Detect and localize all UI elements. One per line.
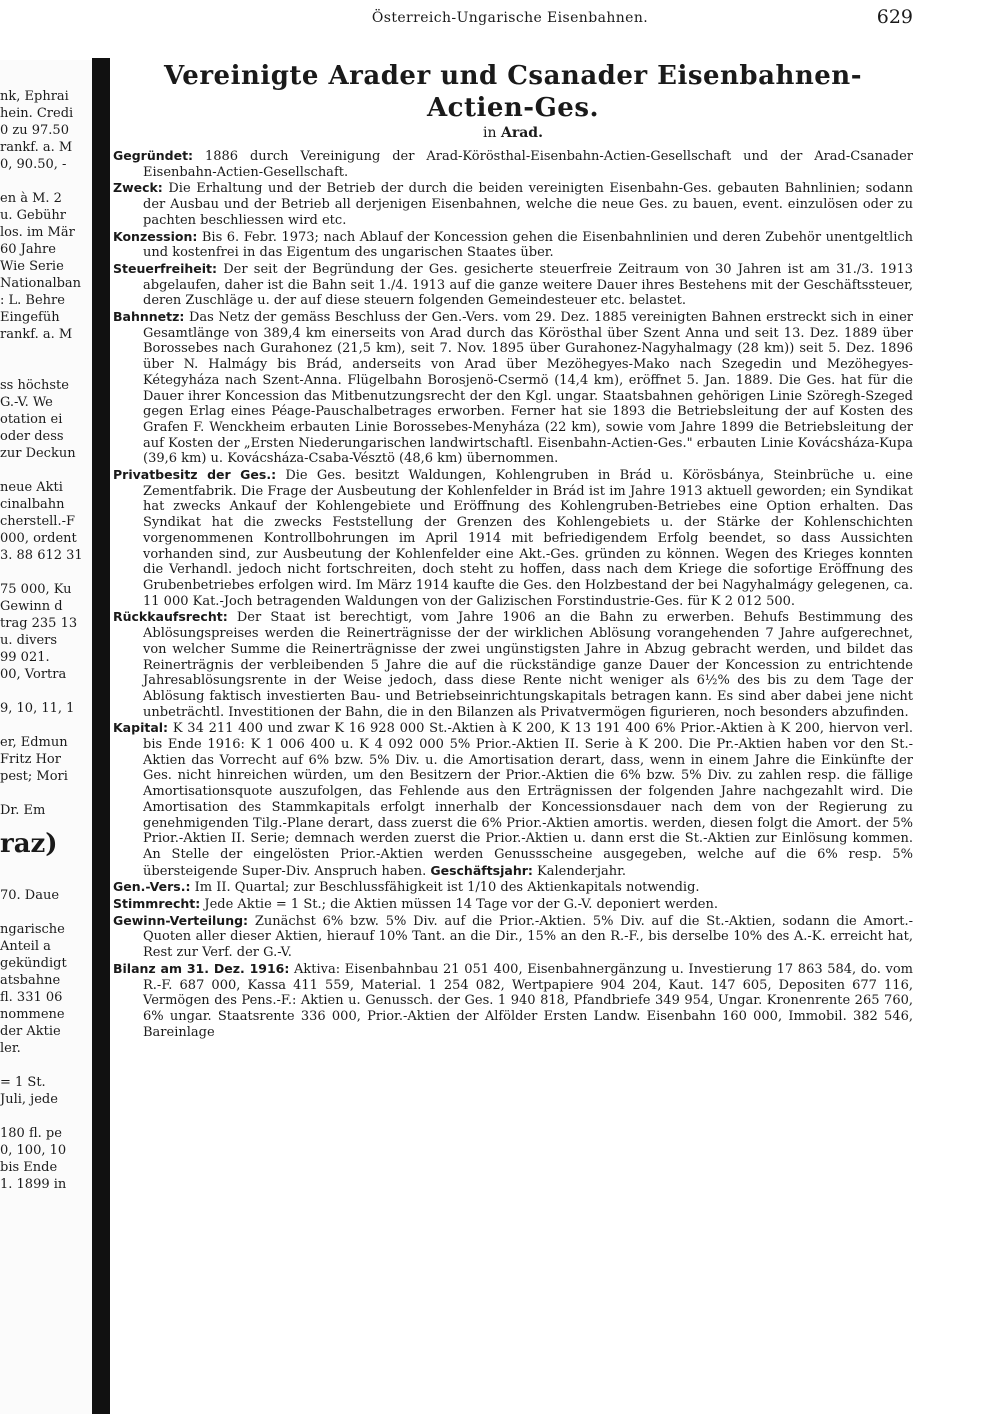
left-fragment-line: Nationalban [0,276,82,291]
section-key: Konzession: [113,228,198,244]
left-fragment-line: neue Akti [0,480,63,495]
section-text: Aktiva: Eisenbahnbau 21 051 400, Eisenbahnergänzung u. Investierung 17 863 584, do. vom R.-F. 687 000, Kassa 411 559, Material. 1 254 082, Wertpapiere 904 204, Kaut. 147 605, Depositen 677 116, Vermögen des Pens.-F.: Aktien u. Genussch. der Ges. 1 940 818, Pfandbriefe 349 954, Ungar. Kronenrente 265 760, 6% ungar. Staatsrente 336 000, Prior.-Aktien der Alfölder Ersten Landw. Eisenbahn 160 000, Immobil. 382 546, Bareinlage [143,961,913,1040]
left-fragment-line: trag 235 13 [0,616,78,631]
section-paragraph [113,309,913,467]
left-fragment-line: 1. 1899 in [0,1177,67,1192]
section-paragraph [113,720,913,879]
left-fragment-line: Gewinn d [0,599,63,614]
left-fragment-line: 9, 10, 11, 1 [0,701,75,716]
left-fragment-line: 60 Jahre [0,242,56,257]
left-fragment-line: oder dess [0,429,64,444]
section-key: Rückkaufsrecht: [113,609,228,625]
section-paragraph [113,961,913,1041]
left-fragment-line: rankf. a. M [0,327,73,342]
section-text: Jede Aktie = 1 St.; die Aktien müssen 14 Tage vor der G.-V. deponiert werden. [200,897,719,913]
section-key: Privatbesitz der Ges.: [113,467,277,483]
left-fragment-line: der Aktie [0,1024,61,1039]
section-text: Die Erhaltung und der Betrieb der durch die beiden vereinigten Eisenbahn-Ges. gebauten Bahnlinien; sodann der Ausbau und der Betrieb all derjenigen Eisenbahnen, welche die neue Ges. zu bauen, event. einzulösen oder zu pachten beschliessen wird etc. [143,181,913,228]
section-paragraph [113,148,913,180]
section-text: 1886 durch Vereinigung der Arad-Körösthal-Eisenbahn-Actien-Gesellschaft und der Arad-Csanader Eisenbahn-Actien-Gesellschaft. [143,149,913,180]
left-fragment-line: Wie Serie [0,259,64,274]
left-fragment-line: u. divers [0,633,58,648]
section-text: Das Netz der gemäss Beschluss der Gen.-Vers. vom 29. Dez. 1885 vereinigten Bahnen erstreckt sich in einer Gesamtlänge von 389,4 km einerseits von Arad durch das Körösthal über Szent Anna und seit 13. Dez. 1889 über Borossebes nach Gurahonez (21,5 km), seit 7. Nov. 1895 über Gurahonez-Nagyhalmagy (28 km)) seit 5. Dez. 1896 über N. Halmágy bis Brád, anderseits von Arad über Mezöhegyes-Mako nach Szegedin und Mezöhegyes-Kétegyháza nach Szent-Anna. Flügelbahn Borosjenö-Csermö (14,4 km), eröffnet 5. Jan. 1889. Die Ges. hat für die Dauer ihrer Koncession das Mitbenutzungsrecht der den Kgl. ungar. Staatsbahnen gehörigen Linie Szöregh-Szeged gegen Erlag eines Péage-Pauschalbetrages erworben. Ferner hat sie 1893 die Betriebsleitung der auf Kosten des Grafen F. Wenckheim erbauten Linie Borossebes-Menyháza (22 km), sowie vom Jahre 1899 die Betriebsleitung der auf Kosten der „Ersten Niederungarischen landwirtschaftl. Eisenbahn-Actien-Ges." erbauten Linie Kovácsháza-Kupa (39,6 km) u. Kovácsháza-Csaba-Vésztö (48,6 km) übernommen. [143,310,913,467]
section-text-secondary: Kalenderjahr. [532,863,627,879]
left-fragment-line: 00, Vortra [0,667,67,682]
left-column-fragment [0,60,96,1414]
section-key: Steuerfreiheit: [113,260,217,276]
left-fragment-line: ngarische [0,922,65,937]
left-fragment-line: cherstell.-F [0,514,76,529]
section-paragraph [113,896,913,913]
subtitle-prefix: in [483,125,497,141]
section-key: Bilanz am 31. Dez. 1916: [113,960,290,976]
left-fragment-line: zur Deckun [0,446,76,461]
left-fragment-line: cinalbahn [0,497,65,512]
section-paragraph [113,609,913,720]
section-key: Stimmrecht: [113,896,201,912]
article-subtitle [113,124,913,142]
section-key: Gegründet: [113,148,194,163]
section-paragraph [113,261,913,309]
section-key: Kapital: [113,720,169,736]
page-header [110,4,913,34]
left-fragment-line: 75 000, Ku [0,582,72,597]
left-fragment-line: er, Edmun [0,735,68,750]
section-paragraph [113,913,913,961]
subtitle-place: Arad. [500,125,543,141]
section-key: Gewinn-Verteilung: [113,912,249,928]
section-text: Der Staat ist berechtigt, vom Jahre 1906 an die Bahn zu erwerben. Behufs Bestimmung des Ablösungspreises werden die Reinerträgnisse der der wirklichen Ablösung vorangehenden 7 Jahre aufgerechnet, von welcher Summe die Reinerträgnisse der zwei ungünstigsten Jahre in Abzug gebracht werden, und bildet das Reinerträgnis der verbleibenden 5 Jahre die auf die rückständige ganze Dauer der Koncession zu entrichtende Jahresablösungsrente in der Weise jedoch, dass diese Rente nicht weniger als 6½% des bis zu dem Tage der Ablösung faktisch investierten Bau- und Betriebseinrichtungskapitals betragen kann. Es sind aber dabei jene nicht unbeträchtl. Investitionen der Bahn, die in den Bilanzen als Privatvermögen figurieren, noch besonders abzufinden. [143,610,913,720]
section-text: Zunächst 6% bzw. 5% Div. auf die Prior.-Aktien. 5% Div. auf die St.-Aktien, sodann die Amort.-Quoten aller dieser Aktien, hierauf 10% Tant. an die Dir., 15% an den R.-F., bis derselbe 10% des A.-K. erreicht hat, Rest zur Verf. der G.-V. [143,913,913,961]
left-fragment-line: en à M. 2 [0,191,62,206]
section-paragraph [113,467,913,609]
left-fragment-line: los. im Mär [0,225,75,240]
section-paragraph [113,229,913,261]
left-fragment-line: raz) [0,829,58,859]
left-fragment-line: Dr. Em [0,803,46,818]
left-fragment-line: gekündigt [0,956,67,971]
page-number: 629 [876,6,913,28]
left-fragment-line: 99 021. [0,650,50,665]
main-article [113,60,913,1040]
left-fragment-line: fl. 331 06 [0,990,63,1005]
section-paragraph [113,180,913,228]
section-key-secondary: Geschäftsjahr: [430,862,533,878]
left-fragment-line: rankf. a. M [0,140,73,155]
column-divider [92,58,110,1414]
section-key: Gen.-Vers.: [113,879,191,895]
left-fragment-line: hein. Credi [0,106,74,121]
section-text: Im II. Quartal; zur Beschlussfähigkeit ist 1/10 des Aktienkapitals notwendig. [190,880,700,896]
left-fragment-line: ler. [0,1041,21,1056]
left-fragment-line: G.-V. We [0,395,53,410]
left-fragment-line: 000, ordent [0,531,77,546]
left-fragment-line: bis Ende [0,1160,58,1175]
left-fragment-line: 0 zu 97.50 [0,123,69,138]
left-fragment-line: Anteil a [0,939,51,954]
section-text: K 34 211 400 und zwar K 16 928 000 St.-Aktien à K 200, K 13 191 400 6% Prior.-Aktien à K 200, hiervon verl. bis Ende 1916: K 1 006 400 u. K 4 092 000 5% Prior.-Aktien II. Serie à K 200. Die Pr.-Aktien haben vor den St.-Aktien das Vorrecht auf 6% bzw. 5% Div. u. die Amortisation derart, dass, wenn in einem Jahre die Einkünfte der Ges. nicht hinreichen würden, um den Besitzern der Prior.-Aktien die 6% bzw. 5% Div. zu zahlen resp. die fällige Amortisationsquote auszufolgen, das Fehlende aus den Erträgnissen der folgenden Jahre nachgezahlt wird. Die Amortisation des Stammkapitals erfolgt innerhalb der Koncessionsdauer nach dem von der Regierung zu genehmigenden Tilg.-Plane derart, dass zuerst die 6% Prior.-Aktien amortis. werden, diesen folgt die Amort. der 5% Prior.-Aktien II. Serie; demnach werden zuerst die Prior.-Aktien u. dann erst die St.-Aktien zur Einlösung kommen. An Stelle der eingelösten Prior.-Aktien werden Genussscheine ausgegeben, welche auf die 6% resp. 5% übersteigende Super-Div. Anspruch haben. [143,721,913,879]
section-key: Zweck: [113,180,163,196]
left-fragment-line: atsbahne [0,973,61,988]
section-text: Bis 6. Febr. 1973; nach Ablauf der Koncession gehen die Eisenbahnlinien und deren Zubehör unentgeltlich und kostenfrei in das Eigentum des ungarischen Staates über. [143,229,913,261]
left-fragment-line: nk, Ephrai [0,89,69,104]
left-fragment-line: nommene [0,1007,65,1022]
section-text: Der seit der Begründung der Ges. gesicherte steuerfreie Zeitraum von 30 Jahren ist am 31./3. 1913 abgelaufen, daher ist die Bahn seit 1./4. 1913 auf die ganze weitere Dauer ihres Bestehens mit der Geschäftssteuer, deren Zuschläge u. der auf diese steuern folgenden Gemeindesteuer etc. belastet. [143,261,913,309]
left-fragment-line: 3. 88 612 31 [0,548,83,563]
left-fragment-line: 0, 100, 10 [0,1143,67,1158]
left-fragment-line: pest; Mori [0,769,68,784]
left-fragment-line: Fritz Hor [0,752,61,767]
article-sections [113,148,913,1040]
section-paragraph [113,879,913,896]
left-fragment-line: Juli, jede [0,1092,58,1107]
left-fragment-line: Eingefüh [0,310,60,325]
left-fragment-line: : L. Behre [0,293,65,308]
left-fragment-line: 70. Daue [0,888,60,903]
left-fragment-line: 0, 90.50, - [0,157,67,172]
left-fragment-line: 180 fl. pe [0,1126,62,1141]
section-text: Die Ges. besitzt Waldungen, Kohlengruben in Brád u. Körösbánya, Steinbrüche u. eine Zementfabrik. Die Frage der Ausbeutung der Kohlenfelder in Brád ist im Jahre 1913 aktuell geworden; ein Syndikat hat zwecks Ankauf der Kohlengebiete und Eröffnung des Kohlengruben-Betriebes eine Option erhalten. Das Syndikat hat die zwecks Feststellung der Grenzen des Kohlengebiets u. der Stärke der Kohlenschichten vorgenommenen Kontrollbohrungen im April 1914 mit befriedigendem Erfolg beendet, so dass Aussichten vorhanden sind, zur Ausbeutung der Kohlenfelder eine Akt.-Ges. gründen zu können. Wegen des Krieges konnten die Verhandl. jedoch nicht fortschreiten, doch steht zu hoffen, dass nach dem Kriege die sofortige Eröffnung des Grubenbetriebes erfolgen wird. Im März 1914 kaufte die Ges. den Holzbestand der bei Nagyhalmágy gelegenen, ca. 11 000 Kat.-Joch betragenden Waldungen von der Galizischen Forstindustrie-Ges. für K 2 012 500. [143,468,913,609]
left-fragment-line: ss höchste [0,378,69,393]
left-fragment-line: otation ei [0,412,63,427]
section-key: Bahnnetz: [113,309,185,325]
left-fragment-line: = 1 St. [0,1075,46,1090]
running-head: Österreich-Ungarische Eisenbahnen. [371,10,649,26]
left-fragment-line: u. Gebühr [0,208,66,223]
article-title: Vereinigte Arader und Csanader Eisenbahnen-Actien-Ges. [164,61,862,123]
